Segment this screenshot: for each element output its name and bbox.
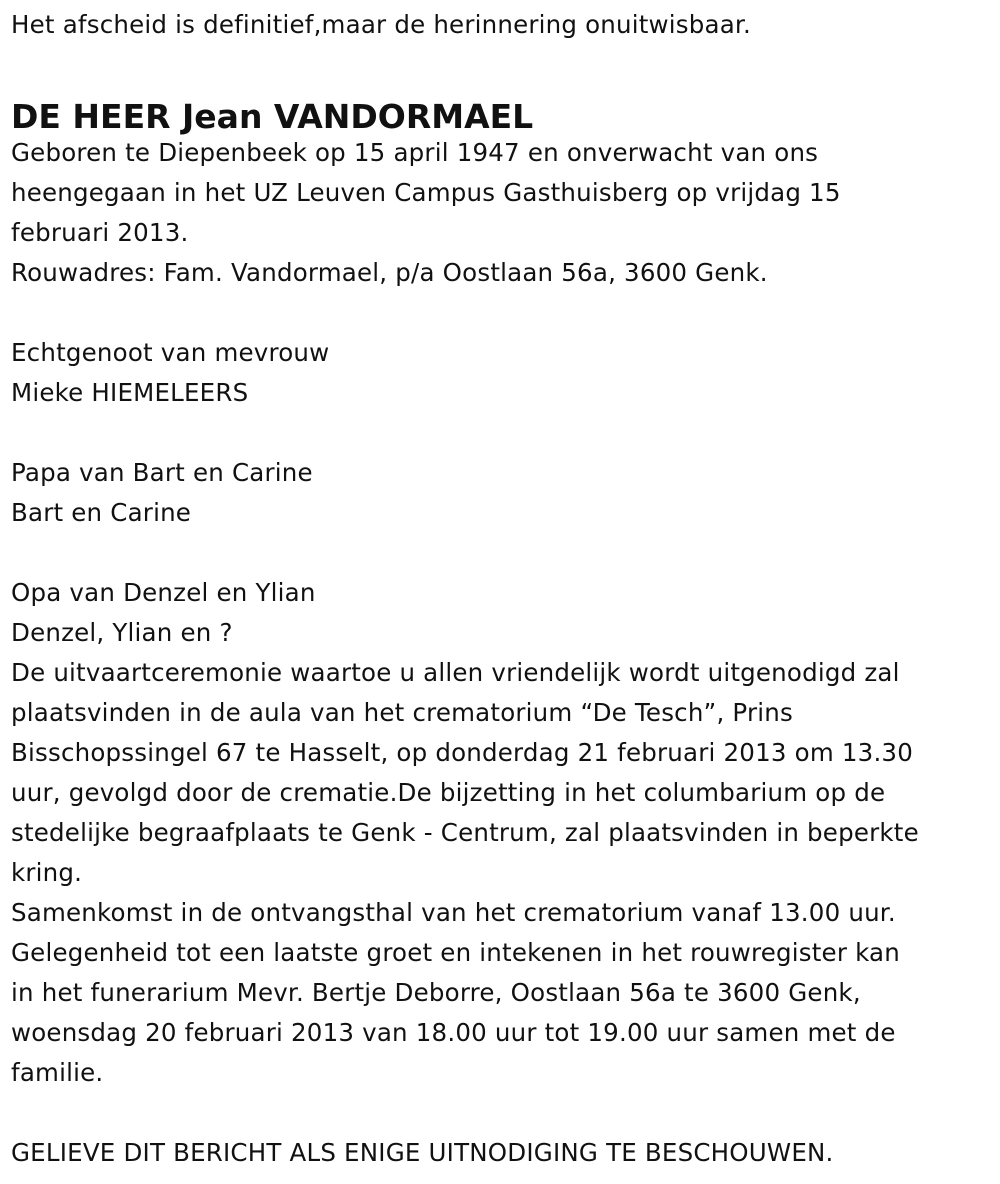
spacer (11, 1093, 991, 1133)
spouse-name: Mieke HIEMELEERS (11, 378, 249, 407)
children-label: Papa van Bart en Carine (11, 458, 313, 487)
grandchildren-names: Denzel, Ylian en ? (11, 618, 233, 647)
spacer (11, 413, 991, 453)
deceased-name-title: DE HEER Jean VANDORMAEL (11, 97, 534, 136)
obituary-document (11, 5, 991, 1173)
visitation-line: in het funerarium Mevr. Bertje Deborre, Oostlaan 56a te 3600 Genk, (11, 978, 861, 1007)
visitation-line: familie. (11, 1058, 104, 1087)
motto: Het afscheid is definitief,maar de herinnering onuitwisbaar. (11, 10, 751, 39)
mourning-address: Rouwadres: Fam. Vandormael, p/a Oostlaan 56a, 3600 Genk. (11, 258, 768, 287)
birth-line: februari 2013. (11, 218, 189, 247)
visitation-line: woensdag 20 februari 2013 van 18.00 uur tot 19.00 uur samen met de (11, 1018, 896, 1047)
spacer (11, 533, 991, 573)
grandchildren-label: Opa van Denzel en Ylian (11, 578, 316, 607)
ceremony-line: kring. (11, 858, 83, 887)
spouse-block (11, 333, 991, 413)
ceremony-paragraph (11, 653, 991, 893)
visitation-paragraph (11, 933, 991, 1093)
grandchildren-block (11, 573, 991, 653)
birth-line: Geboren te Diepenbeek op 15 april 1947 en onverwacht van ons (11, 138, 819, 167)
children-names: Bart en Carine (11, 498, 192, 527)
ceremony-line: uur, gevolgd door de crematie.De bijzetting in het columbarium op de (11, 778, 886, 807)
ceremony-line: Bisschopssingel 67 te Hasselt, op donderdag 21 februari 2013 om 13.30 (11, 738, 914, 767)
ceremony-line: plaatsvinden in de aula van het crematorium “De Tesch”, Prins (11, 698, 793, 727)
gathering-note: Samenkomst in de ontvangsthal van het crematorium vanaf 13.00 uur. (11, 898, 896, 927)
ceremony-line: De uitvaartceremonie waartoe u allen vriendelijk wordt uitgenodigd zal (11, 658, 900, 687)
spouse-label: Echtgenoot van mevrouw (11, 338, 330, 367)
spacer (11, 293, 991, 333)
spacer (11, 45, 991, 85)
birth-line: heengegaan in het UZ Leuven Campus Gasthuisberg op vrijdag 15 (11, 178, 841, 207)
closing-notice: GELIEVE DIT BERICHT ALS ENIGE UITNODIGING TE BESCHOUWEN. (11, 1138, 834, 1167)
visitation-line: Gelegenheid tot een laatste groet en intekenen in het rouwregister kan (11, 938, 900, 967)
children-block (11, 453, 991, 533)
ceremony-line: stedelijke begraafplaats te Genk - Centrum, zal plaatsvinden in beperkte (11, 818, 919, 847)
birth-death-paragraph (11, 133, 991, 253)
